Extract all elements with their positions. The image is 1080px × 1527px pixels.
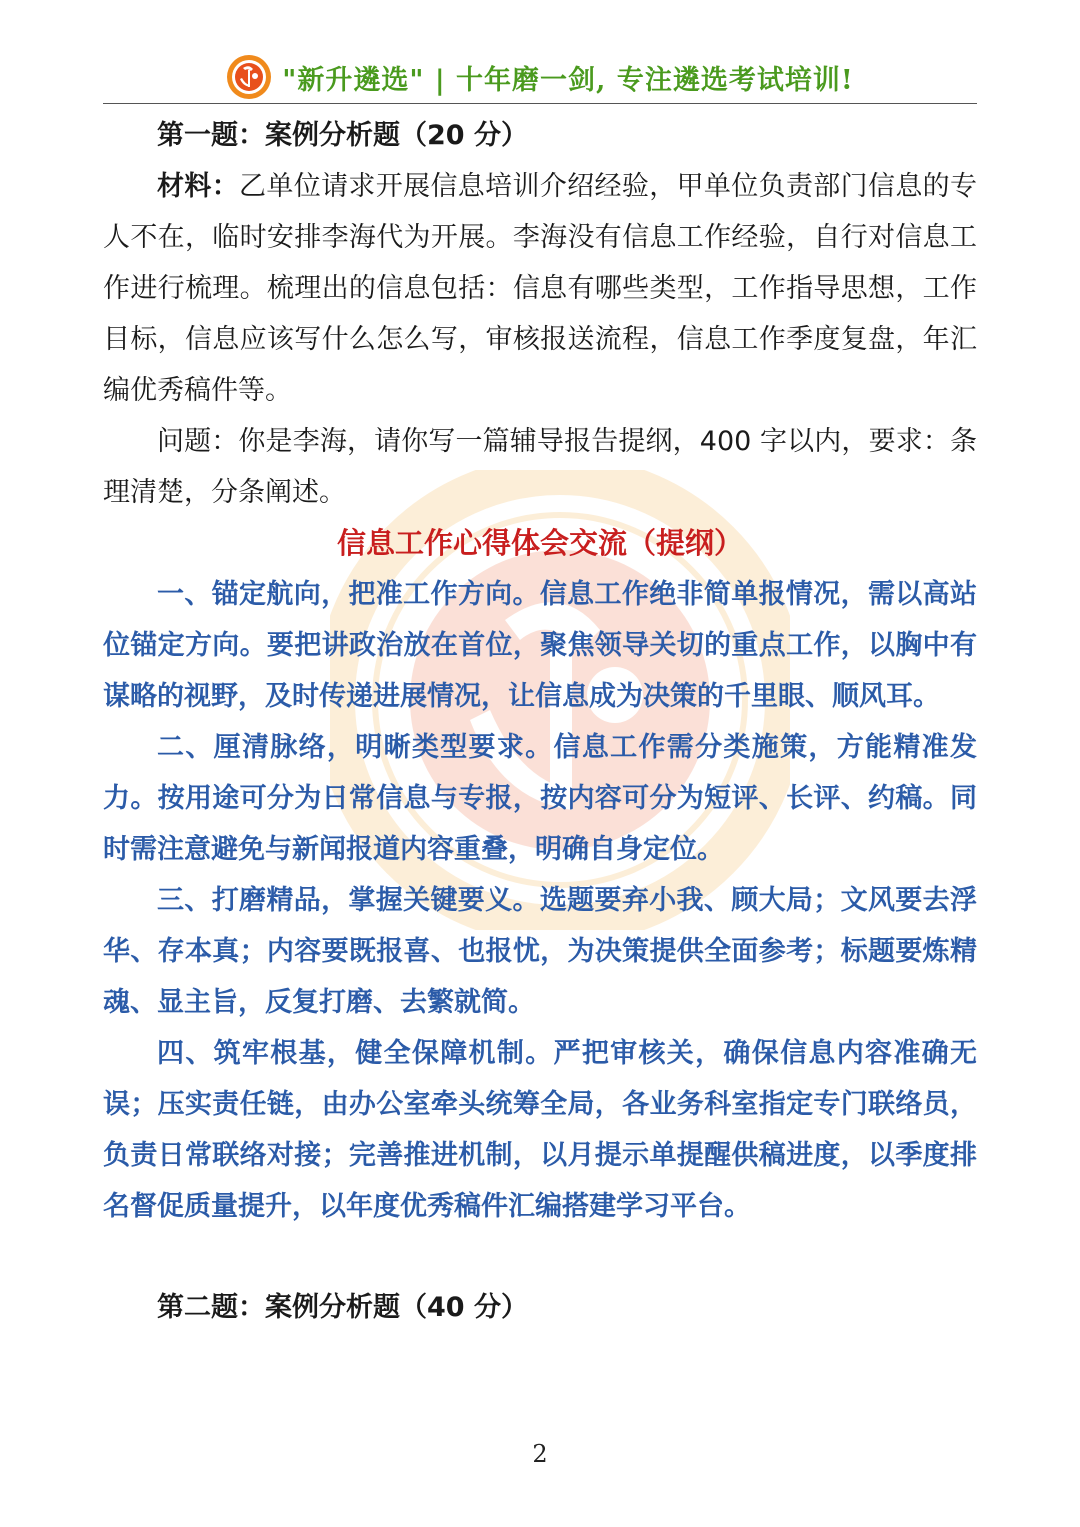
outline-point-1: 一、锚定航向，把准工作方向。信息工作绝非简单报情况，需以高站位锚定方向。要把讲政治放在首位，聚焦领导关切的重点工作，以胸中有谋略的视野，及时传递进展情况，让信息成为决策的千里眼、顺风耳。 [103,579,977,712]
material-text: 乙单位请求开展信息培训介绍经验，甲单位负责部门信息的专人不在，临时安排李海代为开展。李海没有信息工作经验，自行对信息工作进行梳理。梳理出的信息包括：信息有哪些类型，工作指导思想，工作目标，信息应该写什么怎么写，审核报送流程，信息工作季度复盘，年汇编优秀稿件等。 [103,171,978,406]
spacer [103,1232,977,1282]
material-label: 材料： [157,171,240,202]
page-content [103,110,977,1333]
header-slogan: "新升遴选" | 十年磨一剑, 专注遴选考试培训! [282,64,854,96]
question2-title: 第二题：案例分析题（40 分） [157,1292,528,1323]
material-paragraph [103,161,977,416]
outline-point-3: 三、打磨精品，掌握关键要义。选题要弃小我、顾大局；文风要去浮华、存本真；内容要既报喜、也报忧，为决策提供全面参考；标题要炼精魂、显主旨，反复打磨、去繁就简。 [103,885,977,1018]
question1-title: 第一题：案例分析题（20 分） [157,120,528,151]
outline-title: 信息工作心得体会交流（提纲） [336,526,743,560]
question-paragraph: 问题：你是李海，请你写一篇辅导报告提纲，400 字以内，要求：条理清楚，分条阐述。 [103,426,977,508]
header-divider [103,103,977,104]
page-number: 2 [532,1440,548,1468]
brand-logo-icon [226,54,272,100]
outline-point-2: 二、厘清脉络，明晰类型要求。信息工作需分类施策，方能精准发力。按用途可分为日常信息与专报，按内容可分为短评、长评、约稿。同时需注意避免与新闻报道内容重叠，明确自身定位。 [103,732,977,865]
page-header [103,50,977,104]
outline-point-4: 四、筑牢根基，健全保障机制。严把审核关，确保信息内容准确无误；压实责任链，由办公室牵头统筹全局，各业务科室指定专门联络员，负责日常联络对接；完善推进机制，以月提示单提醒供稿进度，以季度排名督促质量提升，以年度优秀稿件汇编搭建学习平台。 [103,1038,977,1222]
